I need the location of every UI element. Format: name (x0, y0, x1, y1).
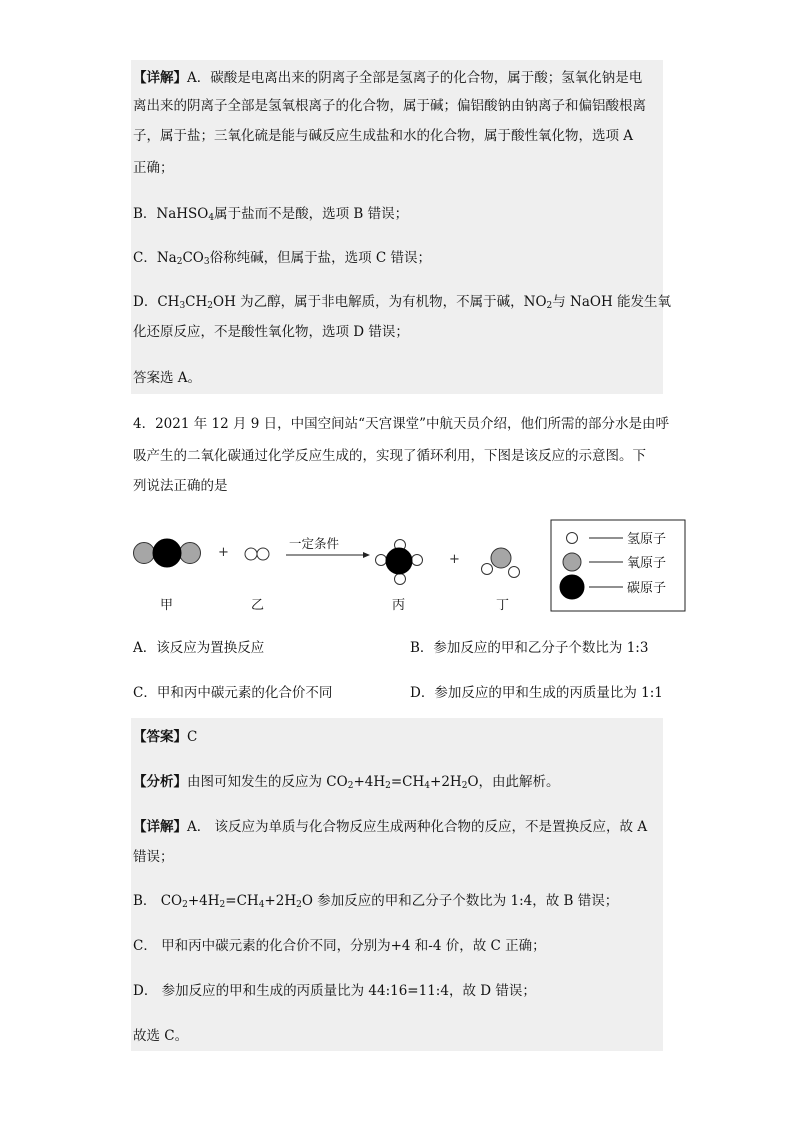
h2-atom-2 (257, 548, 269, 560)
option-a[interactable]: A．该反应为置换反应 (133, 640, 265, 656)
legend-carbon-label: 碳原子 (627, 581, 667, 596)
molecule-ch4 (376, 540, 423, 585)
reaction-diagram (126, 514, 692, 618)
ch4-h-bottom (395, 574, 406, 585)
reaction-arrow (286, 552, 370, 558)
condition-label: 一定条件 (289, 536, 340, 551)
label-yi: 乙 (251, 598, 265, 613)
label-ding: 丁 (496, 598, 510, 613)
detail-option-d-2: 化还原反应，不是酸性氧化物，选项 D 错误； (133, 324, 409, 340)
co2-carbon (153, 539, 181, 567)
question-line-1: 4．2021 年 12 月 9 日，中国空间站“天宫课堂”中航天员介绍，他们所需的部分水是由呼 (133, 416, 669, 432)
co2-oxygen-left (134, 543, 155, 564)
legend-oxygen-label: 氧原子 (627, 556, 667, 571)
h2o-h-right (509, 567, 520, 578)
option-d[interactable]: D．参加反应的甲和生成的丙质量比为 1:1 (410, 685, 663, 701)
h2o-oxygen (491, 548, 511, 568)
analysis-line: 【分析】由图可知发生的反应为 $CO_2+4H_2=CH_4+2H_2O$，由此解析。 (133, 774, 560, 791)
solution-c-line: C． 甲和丙中碳元素的化合价不同，分别为+4 和-4 价，故 C 正确； (133, 938, 546, 954)
solution-a-line-1: 【详解】A． 该反应为单质与化合物反应生成两种化合物的反应，不是置换反应，故 A (133, 819, 648, 835)
question-line-3: 列说法正确的是 (133, 478, 228, 494)
co2-oxygen-right (180, 543, 201, 564)
ch4-h-left (376, 555, 387, 566)
option-b[interactable]: B．参加反应的甲和乙分子个数比为 1:3 (410, 640, 649, 656)
answer-line-1: 答案选 A。 (133, 370, 202, 386)
solution-d-line: D． 参加反应的甲和生成的丙质量比为 44:16=11:4，故 D 错误； (133, 983, 536, 999)
option-c[interactable]: C．甲和丙中碳元素的化合价不同 (133, 685, 333, 701)
molecule-h2 (245, 548, 269, 560)
legend-hydrogen-label: 氢原子 (627, 532, 667, 547)
question-line-2: 吸产生的二氧化碳通过化学反应生成的，实现了循环利用，下图是该反应的示意图。下 (133, 448, 646, 464)
solution-a-line-2: 错误； (133, 849, 174, 865)
detail-option-b: B．NaHSO$_4$属于盐而不是酸，选项 B 错误； (133, 206, 409, 223)
detail-line-2: 离出来的阴离子全部是氢氧根离子的化合物，属于碱；偏铝酸钠由钠离子和偏铝酸根离 (133, 98, 646, 114)
molecule-co2 (134, 539, 201, 567)
detail-line-4: 正确； (133, 160, 174, 176)
solution-end-line: 故选 C。 (133, 1028, 189, 1044)
plus-sign-2: + (449, 552, 460, 567)
detail-line-3: 子，属于盐；三氧化硫是能与碱反应生成盐和水的化合物，属于酸性氧化物，选项 A (133, 128, 634, 144)
h2o-h-left (482, 564, 493, 575)
answer-line: 【答案】C (133, 729, 198, 745)
solution-block (131, 718, 663, 1051)
ch4-h-right (412, 555, 423, 566)
label-bing: 丙 (392, 598, 406, 613)
legend-oxygen-swatch (563, 553, 581, 571)
legend-hydrogen-swatch (567, 533, 578, 544)
solution-b-line: B． $CO_2+4H_2=CH_4+2H_2O$ 参加反应的甲和乙分子个数比为 1:4，故 B 错误； (133, 893, 619, 910)
plus-sign-1: + (218, 545, 229, 560)
label-jia: 甲 (160, 598, 174, 613)
h2-atom-1 (245, 548, 257, 560)
reaction-svg (126, 514, 692, 618)
ch4-carbon (386, 548, 412, 574)
legend-carbon-swatch (560, 575, 584, 599)
detail-option-d-1: D．$CH_3CH_2OH$ 为乙醇，属于非电解质，为有机物，不属于碱，$NO_2$与 NaOH 能发生氧 (133, 294, 672, 311)
detail-line-1: 【详解】A．碳酸是电离出来的阴离子全部是氢离子的化合物，属于酸；氢氧化钠是电 (133, 70, 643, 86)
detail-option-c: C．$Na_2CO_3$俗称纯碱，但属于盐，选项 C 错误； (133, 250, 431, 267)
molecule-h2o (482, 548, 520, 578)
